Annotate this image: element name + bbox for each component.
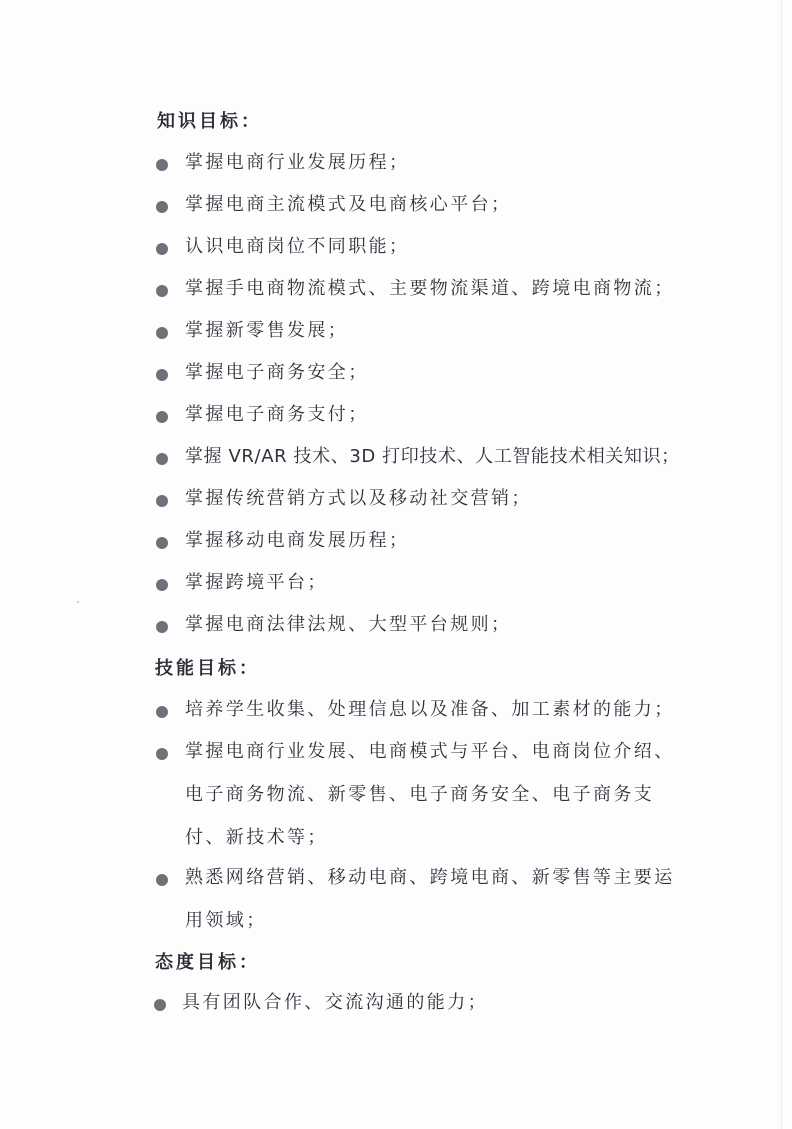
scan-speck: [77, 601, 79, 603]
skills-heading: 技能目标：: [155, 658, 260, 679]
attitude-heading: 态度目标：: [155, 952, 260, 973]
page-edge: [781, 0, 782, 1129]
bullet-icon: [156, 621, 168, 633]
item-text: 掌握电商行业发展历程；: [185, 152, 410, 173]
bullet-icon: [156, 411, 168, 423]
item-text: 掌握电商行业发展、电商模式与平台、电商岗位介绍、电子商务物流、新零售、电子商务安全、电子商务支付、新技术等；: [185, 741, 675, 848]
item-text: 认识电商岗位不同职能；: [185, 236, 410, 257]
bullet-icon: [156, 243, 168, 255]
bullet-icon: [156, 706, 168, 718]
item-text: 掌握跨境平台；: [185, 572, 328, 593]
bullet-icon: [156, 327, 168, 339]
item-text: 掌握 VR/AR 技术、3D 打印技术、人工智能技术相关知识；: [185, 446, 680, 467]
bullet-icon: [156, 748, 168, 760]
item-text: 掌握新零售发展；: [185, 320, 349, 341]
bullet-icon: [156, 579, 168, 591]
bullet-icon: [156, 159, 168, 171]
bullet-icon: [156, 453, 168, 465]
item-text: 掌握移动电商发展历程；: [185, 530, 410, 551]
item-text: 具有团队合作、交流沟通的能力；: [182, 992, 488, 1013]
bullet-icon: [156, 874, 168, 886]
bullet-icon: [156, 537, 168, 549]
bullet-icon: [156, 369, 168, 381]
knowledge-heading: 知识目标：: [157, 111, 262, 132]
bullet-icon: [156, 285, 168, 297]
bullet-icon: [154, 999, 166, 1011]
item-text: 掌握电子商务安全；: [185, 362, 369, 383]
item-text: 掌握传统营销方式以及移动社交营销；: [185, 488, 532, 509]
bullet-icon: [156, 495, 168, 507]
item-text: 培养学生收集、处理信息以及准备、加工素材的能力；: [185, 699, 675, 720]
item-text: 掌握电子商务支付；: [185, 404, 369, 425]
bullet-icon: [156, 201, 168, 213]
item-text: 熟悉网络营销、移动电商、跨境电商、新零售等主要运用领域；: [185, 867, 675, 931]
item-text: 掌握手电商物流模式、主要物流渠道、跨境电商物流；: [185, 278, 675, 299]
item-text: 掌握电商法律法规、大型平台规则；: [185, 614, 512, 635]
item-text: 掌握电商主流模式及电商核心平台；: [185, 194, 512, 215]
